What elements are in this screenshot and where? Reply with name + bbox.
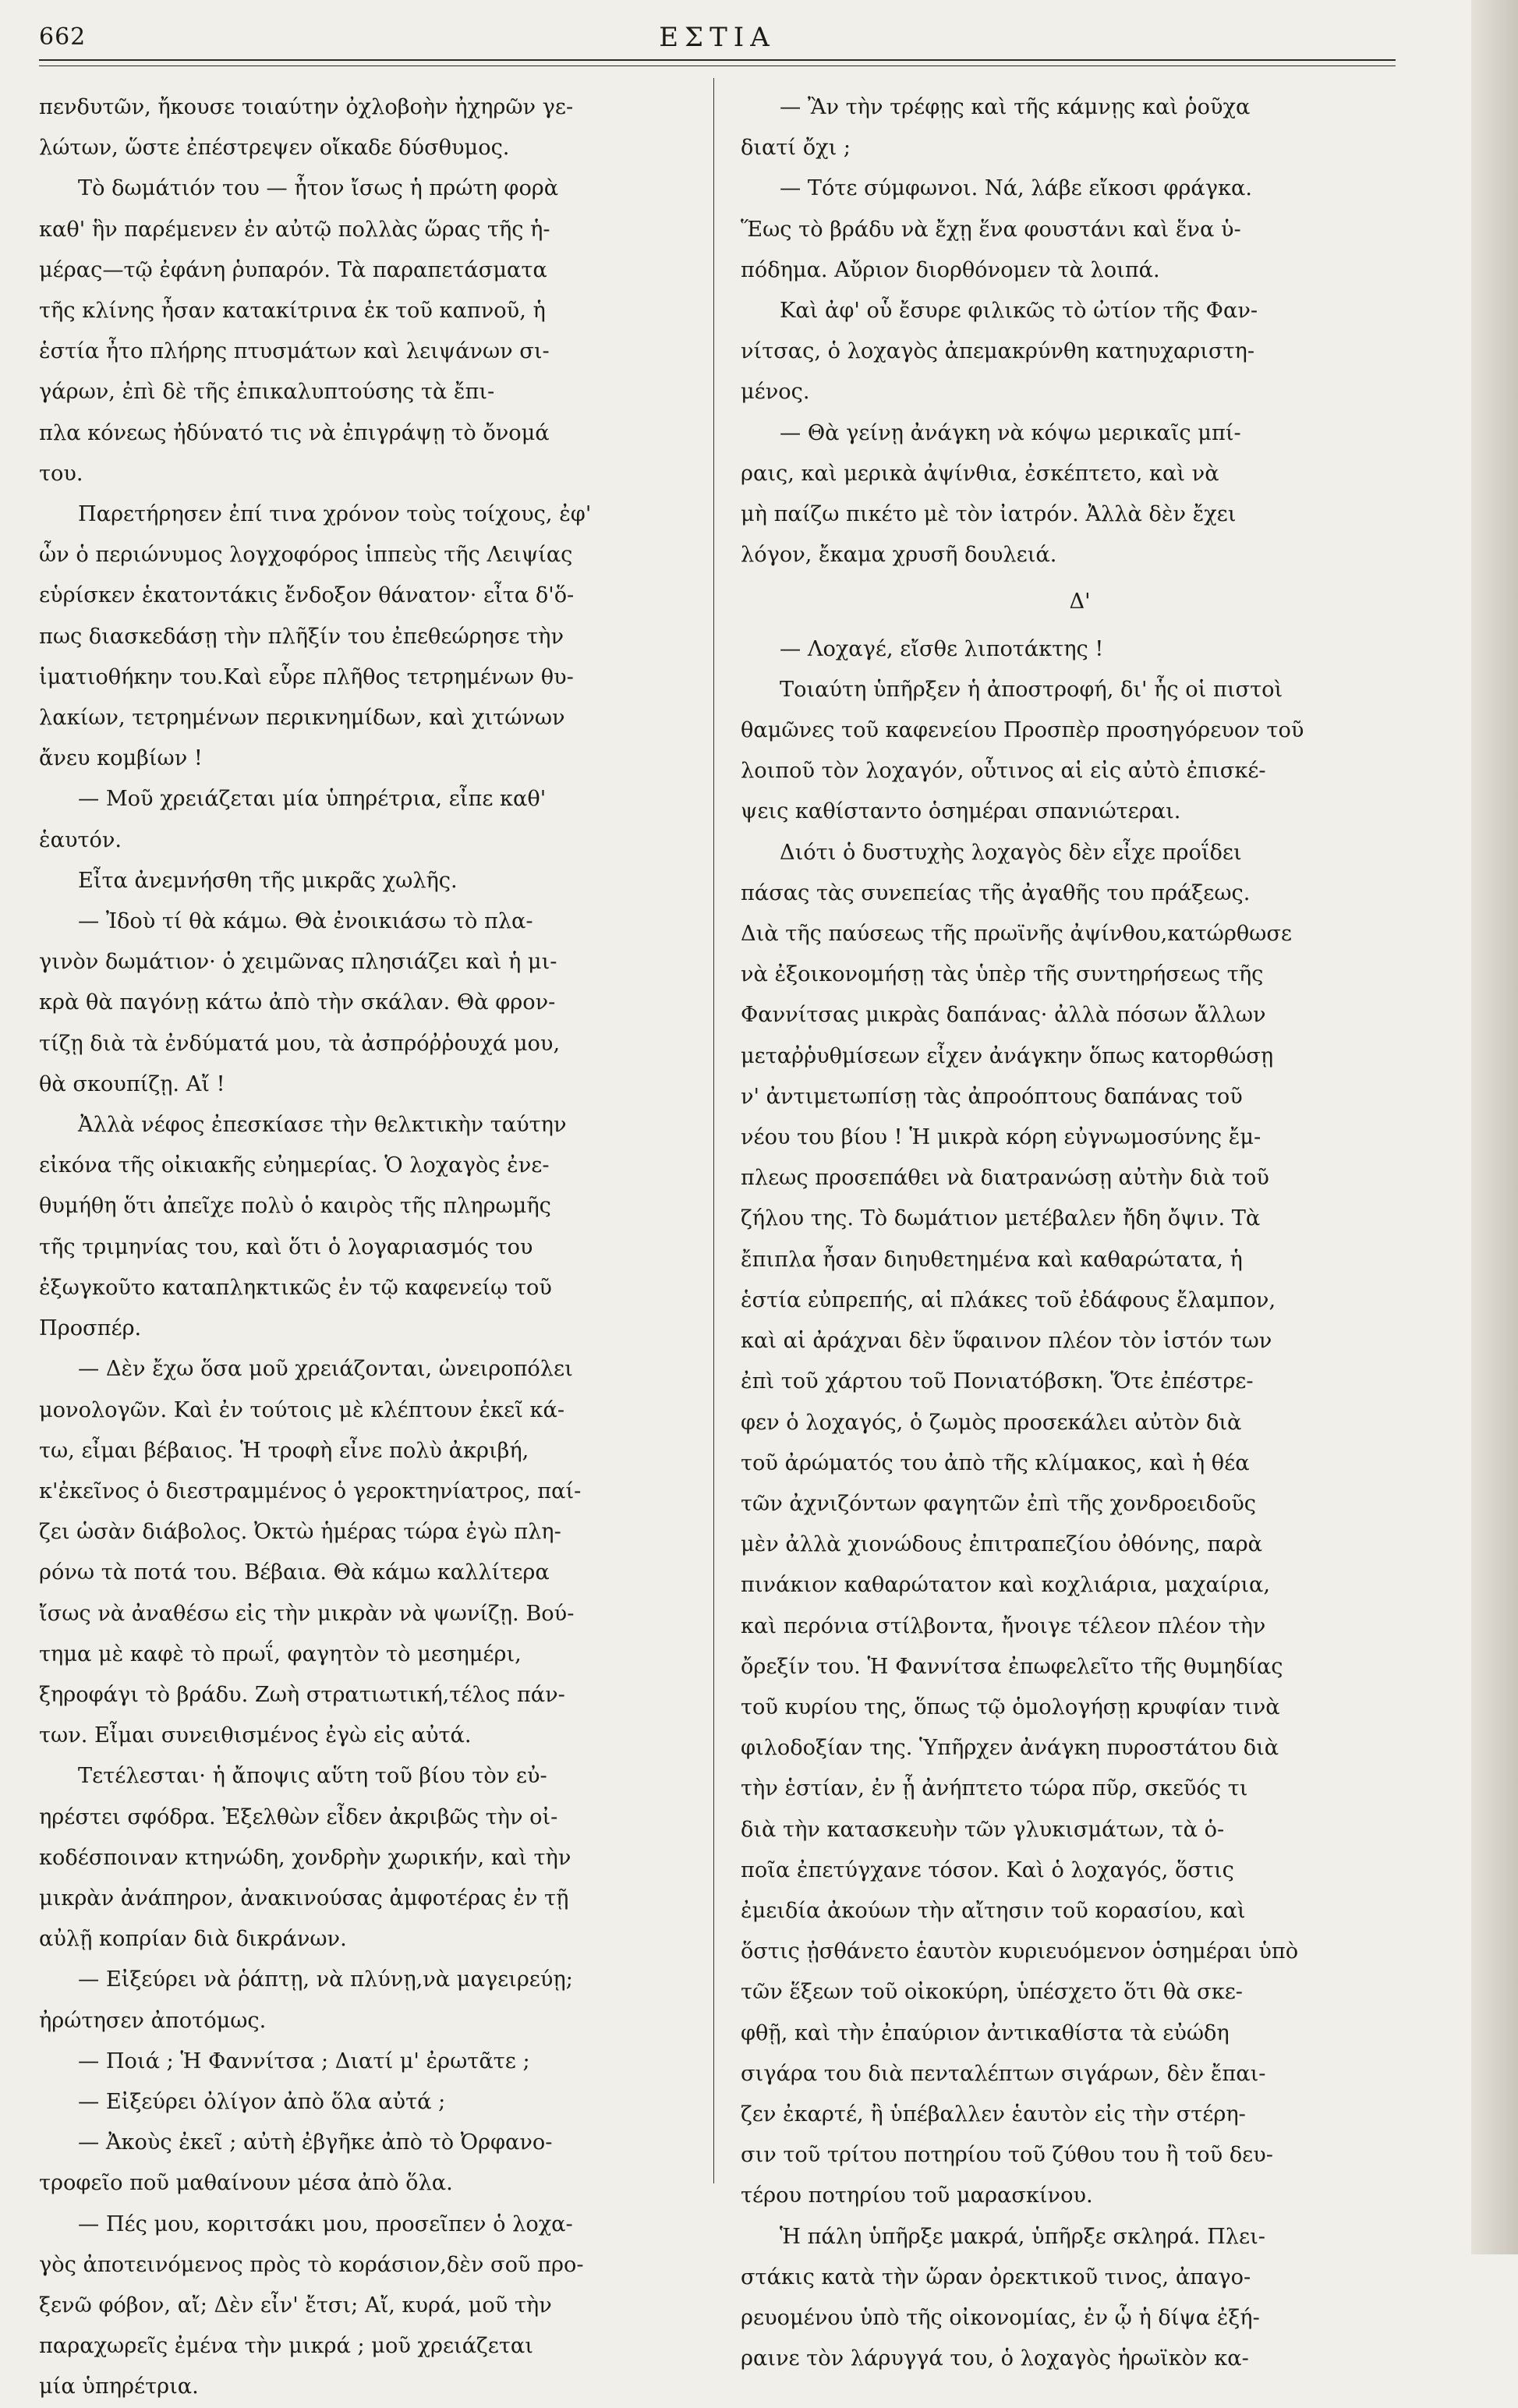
text-line: ἄνευ κομβίων ! xyxy=(39,746,203,771)
text-line: μονολογῶν. Καὶ ἐν τούτοις μὲ κλέπτουν ἐκεῖ κά- xyxy=(39,1397,565,1422)
text-line: αὐλῇ κοπρίαν διὰ δικράνων. xyxy=(39,1927,347,1952)
text-line: — Ἂν τὴν τρέφῃς καὶ τῆς κάμνῃς καὶ ῥοῦχα xyxy=(780,95,1251,119)
right-column xyxy=(741,87,1419,2379)
text-line: καὶ αἱ ἀράχναι δὲν ὕφαινον πλέον τὸν ἱστόν των xyxy=(741,1329,1272,1354)
text-line: τῆς τριμηνίας του, καὶ ὅτι ὁ λογαριασμός του xyxy=(39,1234,533,1259)
text-line: φιλοδοξίαν της. Ὑπῆρχεν ἀνάγκη πυροστάτου διὰ xyxy=(741,1736,1279,1761)
text-line: τῶν ἀχνιζόντων φαγητῶν ἐπὶ τῆς χονδροειδοῦς xyxy=(741,1491,1257,1516)
header-rule xyxy=(39,59,1396,61)
text-line: παραχωρεῖς ἐμένα τὴν μικρά ; μοῦ χρειάζεται xyxy=(39,2334,533,2359)
text-line: — Λοχαγέ, εἴσθε λιποτάκτης ! xyxy=(780,636,1104,661)
text-line: Τὸ δωμάτιόν του — ἦτον ἴσως ἡ πρώτη φορὰ xyxy=(78,176,559,201)
text-line: στάκις κατὰ τὴν ὥραν ὀρεκτικοῦ τινος, ἀπαγο- xyxy=(741,2265,1251,2289)
text-line: λώτων, ὥστε ἐπέστρεψεν οἴκαδε δύσθυμος. xyxy=(39,136,510,161)
text-line: διατί ὄχι ; xyxy=(741,136,851,161)
text-line: τοῦ κυρίου της, ὅπως τῷ ὁμολογήσῃ κρυφίαν τινὰ xyxy=(741,1694,1280,1719)
text-line: τοῦ ἀρώματός του ἀπὸ τῆς κλίμακος, καὶ ἡ θέα xyxy=(741,1450,1250,1475)
text-line: Διότι ὁ δυστυχὴς λοχαγὸς δὲν εἶχε προΐδει xyxy=(780,840,1242,865)
text-line: μὴ παίζω πικέτο μὲ τὸν ἰατρόν. Ἀλλὰ δὲν ἔχει xyxy=(741,502,1237,527)
text-line: πως διασκεδάσῃ τὴν πλῆξίν του ἐπεθεώρησε τὴν xyxy=(39,624,564,649)
text-line: ὄρεξίν του. Ἡ Φαννίτσα ἐπωφελεῖτο τῆς θυμηδίας xyxy=(741,1654,1283,1679)
text-line: ἱματιοθήκην του.Καὶ εὗρε πλῆθος τετρημένων θυ- xyxy=(39,664,574,689)
text-line: νίτσας, ὁ λοχαγὸς ἀπεμακρύνθη κατηυχαριστη- xyxy=(741,339,1255,364)
text-line: ἴσως νὰ ἀναθέσω εἰς τὴν μικρὰν νὰ ψωνίζῃ. Βού- xyxy=(39,1601,575,1626)
text-line: ξενῶ φόβον, αἴ; Δὲν εἶν' ἔτσι; Αἴ, κυρά, μοῦ τὴν xyxy=(39,2293,552,2318)
left-column xyxy=(39,87,717,2408)
text-line: κρὰ θὰ παγόνῃ κάτω ἀπὸ τὴν σκάλαν. Θὰ φρον- xyxy=(39,990,556,1015)
text-line: Ἀλλὰ νέφος ἐπεσκίασε τὴν θελκτικὴν ταύτην xyxy=(78,1113,567,1138)
text-line: ραινε τὸν λάρυγγά του, ὁ λοχαγὸς ἡρωϊκὸν κα- xyxy=(741,2346,1249,2371)
text-line: ἔπιπλα ἦσαν διηυθετημένα καὶ καθαρώτατα, ἡ xyxy=(741,1247,1243,1272)
text-line: σιγάρα του διὰ πενταλέπτων σιγάρων, δὲν ἔπαι- xyxy=(741,2061,1266,2086)
text-line: πλεως προσεπάθει νὰ διατρανώσῃ αὐτὴν διὰ τοῦ xyxy=(741,1166,1269,1191)
text-line: σιν τοῦ τρίτου ποτηρίου τοῦ ζύθου του ἢ τοῦ δευ- xyxy=(741,2143,1273,2168)
text-line: Διὰ τῆς παύσεως τῆς πρωϊνῆς ἀψίνθου,κατώρθωσε xyxy=(741,922,1292,947)
text-line: ὅστις ᾐσθάνετο ἑαυτὸν κυριευόμενον ὁσημέραι ὑπὸ xyxy=(741,1939,1299,1964)
page-number: 662 xyxy=(39,23,87,51)
text-line: ραις, καὶ μερικὰ ἀψίνθια, ἐσκέπτετο, καὶ νὰ xyxy=(741,461,1219,486)
text-line: ἐπὶ τοῦ χάρτου τοῦ Πονιατόβσκη. Ὅτε ἐπέστρε- xyxy=(741,1369,1254,1394)
text-line: μέρας—τῷ ἐφάνη ῥυπαρόν. Τὰ παραπετάσματα xyxy=(39,257,547,282)
text-line: λακίων, τετρημένων περικνημίδων, καὶ χιτώνων xyxy=(39,706,565,731)
text-line: Φαννίτσας μικρὰς δαπάνας· ἀλλὰ πόσων ἄλλων xyxy=(741,1003,1266,1028)
text-line: ποῖα ἐπετύγχανε τόσον. Καὶ ὁ λοχαγός, ὅστις xyxy=(741,1857,1234,1882)
text-line: Εἶτα ἀνεμνήσθη τῆς μικρᾶς χωλῆς. xyxy=(78,868,458,893)
text-line: — Πές μου, κοριτσάκι μου, προσεῖπεν ὁ λοχα- xyxy=(78,2211,573,2236)
text-line: τὴν ἑστίαν, ἐν ᾗ ἀνήπτετο τώρα πῦρ, σκεῦός τι xyxy=(741,1776,1248,1801)
text-line: ἐμειδία ἀκούων τὴν αἴτησιν τοῦ κορασίου, καὶ xyxy=(741,1898,1246,1923)
text-line: φθῇ, καὶ τὴν ἐπαύριον ἀντικαθίστα τὰ εὐώδη xyxy=(741,2020,1230,2045)
text-line: γάρων, ἐπὶ δὲ τῆς ἐπικαλυπτούσης τὰ ἔπι- xyxy=(39,380,495,405)
text-line: ζει ὡσὰν διάβολος. Ὀκτὼ ἡμέρας τώρα ἐγὼ πλη- xyxy=(39,1520,561,1545)
text-line: τέρου ποτηρίου τοῦ μαρασκίνου. xyxy=(741,2183,1093,2208)
text-line: διὰ τὴν κατασκευὴν τῶν γλυκισμάτων, τὰ ὁ- xyxy=(741,1817,1225,1842)
text-line: ἑστία ἦτο πλήρης πτυσμάτων καὶ λειψάνων σι- xyxy=(39,339,550,364)
text-line: — Εἰξεύρει ὀλίγον ἀπὸ ὅλα αὐτά ; xyxy=(78,2089,446,2114)
text-line: τίζῃ διὰ τὰ ἐνδύματά μου, τὰ ἀσπρόῤῥουχά μου, xyxy=(39,1031,561,1056)
text-line: ἠρώτησεν ἀποτόμως. xyxy=(39,2008,267,2033)
text-line: Τοιαύτη ὑπῆρξεν ἡ ἀποστροφή, δι' ἧς οἱ πιστοὶ xyxy=(780,677,1283,702)
text-line: ρευομένου ὑπὸ τῆς οἰκονομίας, ἐν ᾧ ἡ δίψα ἐξή- xyxy=(741,2305,1260,2330)
text-line: λόγον, ἔκαμα χρυσῆ δουλειά. xyxy=(741,543,1057,568)
text-line: μὲν ἀλλὰ χιονώδους ἐπιτραπεζίου ὀθόνης, παρὰ xyxy=(741,1532,1262,1557)
text-line: θὰ σκουπίζῃ. Αἴ ! xyxy=(39,1071,225,1096)
text-line: Ἕως τὸ βράδυ νὰ ἔχῃ ἕνα φουστάνι καὶ ἕνα ὑ- xyxy=(741,217,1241,242)
text-line: Προσπέρ. xyxy=(39,1316,142,1341)
text-line: εὑρίσκεν ἑκατοντάκις ἔνδοξον θάνατον· εἶτα δ'ὅ- xyxy=(39,583,575,608)
text-line: ἐξωγκοῦτο καταπληκτικῶς ἐν τῷ καφενείῳ τοῦ xyxy=(39,1275,552,1300)
text-line: τροφεῖο ποῦ μαθαίνουν μέσα ἀπὸ ὅλα. xyxy=(39,2171,453,2196)
text-line: μένος. xyxy=(741,380,810,405)
text-line: νὰ ἐξοικονομήσῃ τὰς ὑπὲρ τῆς συντηρήσεως τῆς xyxy=(741,962,1264,987)
text-line: Παρετήρησεν ἐπί τινα χρόνον τοὺς τοίχους, ἐφ' xyxy=(78,502,592,527)
text-line: κοδέσποιναν κτηνώδη, χονδρὴν χωρικήν, καὶ τὴν xyxy=(39,1845,571,1870)
text-line: των. Εἶμαι συνειθισμένος ἐγὼ εἰς αὐτά. xyxy=(39,1723,472,1748)
text-line: θαμῶνες τοῦ καφενείου Προσπὲρ προσηγόρευον τοῦ xyxy=(741,718,1304,743)
text-line: — Τότε σύμφωνοι. Νά, λάβε εἴκοσι φράγκα. xyxy=(780,176,1252,201)
text-line: λοιποῦ τὸν λοχαγόν, οὗτινος αἱ εἰς αὐτὸ ἐπισκέ- xyxy=(741,759,1266,784)
text-line: κ'ἐκεῖνος ὁ διεστραμμένος ὁ γεροκτηνίατρος, παί- xyxy=(39,1478,582,1503)
text-line: Ἡ πάλη ὑπῆρξε μακρά, ὑπῆρξε σκληρά. Πλει- xyxy=(780,2224,1265,2249)
text-line: πινάκιον καθαρώτατον καὶ κοχλιάρια, μαχαίρια, xyxy=(741,1573,1271,1598)
column-divider xyxy=(713,78,714,2183)
text-line: γὸς ἀποτεινόμενος πρὸς τὸ κοράσιον,δὲν σοῦ προ- xyxy=(39,2252,584,2277)
text-line: τημα μὲ καφὲ τὸ πρωΐ, φαγητὸν τὸ μεσημέρι, xyxy=(39,1641,522,1666)
text-line: πόδημα. Αὔριον διορθόνομεν τὰ λοιπά. xyxy=(741,257,1160,282)
text-line: καὶ περόνια στίλβοντα, ἤνοιγε τέλεον πλέον τὴν xyxy=(741,1613,1266,1638)
text-line: ζεν ἐκαρτέ, ἢ ὑπέβαλλεν ἑαυτὸν εἰς τὴν στέρη- xyxy=(741,2102,1246,2126)
text-line: Καὶ ἀφ' οὗ ἔσυρε φιλικῶς τὸ ὠτίον τῆς Φαν- xyxy=(780,299,1258,324)
text-line: πάσας τὰς συνεπείας τῆς ἀγαθῆς του πράξεως. xyxy=(741,880,1251,905)
text-line: μεταῤῥυθμίσεων εἶχεν ἀνάγκην ὅπως κατορθώσῃ xyxy=(741,1043,1274,1068)
text-line: γινὸν δωμάτιον· ὁ χειμῶνας πλησιάζει καὶ ἡ μι- xyxy=(39,950,557,975)
text-line: ζήλου της. Τὸ δωμάτιον μετέβαλεν ἤδη ὄψιν. Τὰ xyxy=(741,1206,1261,1231)
text-line: ηρέστει σφόδρα. Ἐξελθὼν εἶδεν ἀκριβῶς τὴν οἰ- xyxy=(39,1804,558,1829)
text-line: ψεις καθίσταντο ὁσημέραι σπανιώτεραι. xyxy=(741,799,1181,824)
text-line: μικρὰν ἀνάπηρον, ἀνακινούσας ἀμφοτέρας ἐν τῇ xyxy=(39,1886,569,1910)
page-header xyxy=(39,14,1396,61)
text-line: πενδυτῶν, ἤκουσε τοιαύτην ὀχλοβοὴν ἠχηρῶν γε- xyxy=(39,95,574,119)
section-heading: Δ' xyxy=(1069,590,1091,614)
text-line: — Θὰ γείνῃ ἀνάγκη νὰ κόψω μερικαῖς μπί- xyxy=(780,420,1241,445)
text-line: θυμήθη ὅτι ἀπεῖχε πολὺ ὁ καιρὸς τῆς πληρωμῆς xyxy=(39,1194,551,1219)
text-line: του. xyxy=(39,461,83,486)
text-line: εἰκόνα τῆς οἰκιακῆς εὐημερίας. Ὁ λοχαγὸς ἐνε- xyxy=(39,1153,550,1178)
text-line: ἑαυτόν. xyxy=(39,827,122,852)
text-line: Τετέλεσται· ἡ ἄποψις αὕτη τοῦ βίου τὸν εὐ- xyxy=(78,1764,547,1789)
text-line: ρόνω τὰ ποτά του. Βέβαια. Θὰ κάμω καλλίτερα xyxy=(39,1560,550,1585)
text-line: — Δὲν ἔχω ὅσα μοῦ χρειάζονται, ὠνειροπόλει xyxy=(78,1357,573,1382)
text-line: τω, εἶμαι βέβαιος. Ἡ τροφὴ εἶνε πολὺ ἀκριβή, xyxy=(39,1438,529,1463)
text-line: μία ὑπηρέτρια. xyxy=(39,2374,199,2399)
text-line: νέου του βίου ! Ἡ μικρὰ κόρη εὐγνωμοσύνης ἔμ- xyxy=(741,1125,1261,1150)
text-line: τῶν ἕξεων τοῦ οἰκοκύρη, ὑπέσχετο ὅτι θὰ σκε- xyxy=(741,1980,1243,2005)
text-line: ν' ἀντιμετωπίσῃ τὰς ἀπροόπτους δαπάνας τοῦ xyxy=(741,1084,1243,1109)
text-line: ξηροφάγι τὸ βράδυ. Ζωὴ στρατιωτική,τέλος πάν- xyxy=(39,1682,565,1707)
text-line: — Ἰδοὺ τί θὰ κάμω. Θὰ ἐνοικιάσω τὸ πλα- xyxy=(78,909,533,934)
text-line: ἑστία εὐπρεπής, αἱ πλάκες τοῦ ἐδάφους ἔλαμπον, xyxy=(741,1287,1276,1312)
text-line: καθ' ἣν παρέμενεν ἐν αὐτῷ πολλὰς ὥρας τῆς ἡ- xyxy=(39,217,550,242)
running-title: ΕΣΤΙΑ xyxy=(659,22,776,53)
text-line: πλα κόνεως ἠδύνατό τις νὰ ἐπιγράψῃ τὸ ὄνομά xyxy=(39,420,550,445)
text-line: τῆς κλίνης ἦσαν κατακίτρινα ἐκ τοῦ καπνοῦ, ἡ xyxy=(39,299,546,324)
text-line: — Μοῦ χρειάζεται μία ὑπηρέτρια, εἶπε καθ' xyxy=(78,787,547,812)
text-line: φεν ὁ λοχαγός, ὁ ζωμὸς προσεκάλει αὐτὸν διὰ xyxy=(741,1410,1242,1435)
text-line: — Εἰξεύρει νὰ ῥάπτῃ, νὰ πλύνῃ,νὰ μαγειρεύῃ; xyxy=(78,1967,573,1992)
text-line: — Ποιά ; Ἡ Φαννίτσα ; Διατί μ' ἐρωτᾶτε ; xyxy=(78,2049,530,2073)
page-edge xyxy=(1471,0,1518,2254)
text-line: — Ἀκοὺς ἐκεῖ ; αὐτὴ ἐβγῆκε ἀπὸ τὸ Ὀρφανο- xyxy=(78,2130,553,2155)
text-line: ὧν ὁ περιώνυμος λογχοφόρος ἱππεὺς τῆς Λειψίας xyxy=(39,543,573,568)
